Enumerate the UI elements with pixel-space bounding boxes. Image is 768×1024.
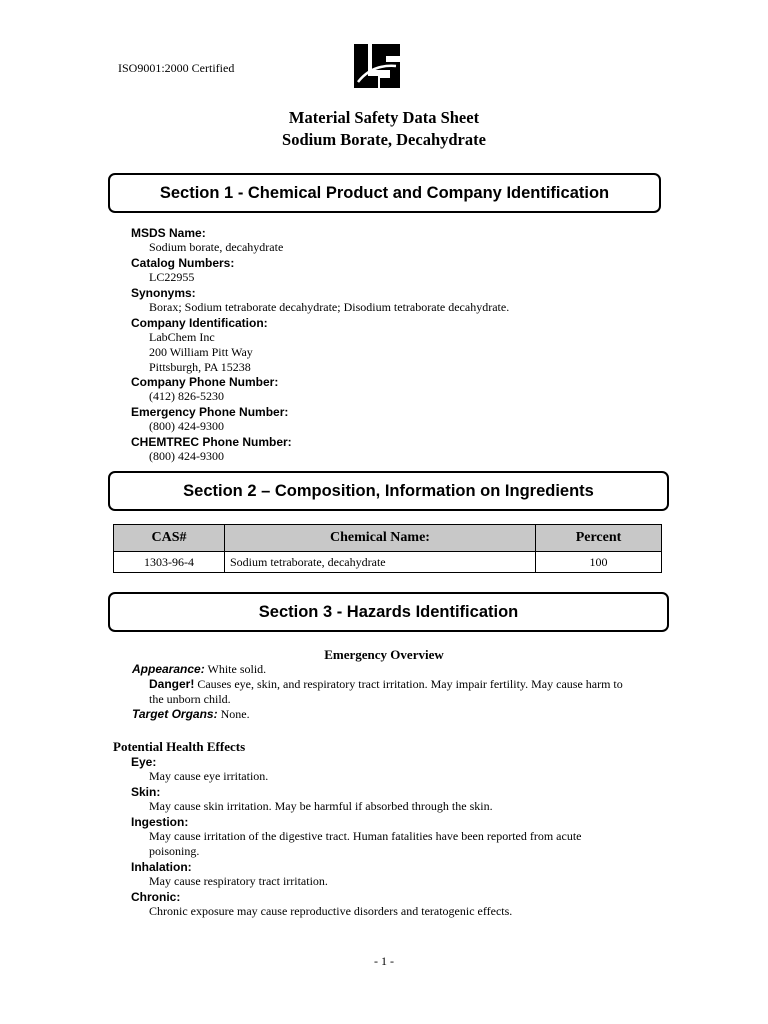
inhalation-label: Inhalation: xyxy=(131,860,192,874)
skin-label: Skin: xyxy=(131,785,161,799)
synonyms-label: Synonyms: xyxy=(131,286,196,300)
company-id-label: Company Identification: xyxy=(131,316,268,330)
column-header-percent: Percent xyxy=(536,525,662,552)
chronic-label: Chronic: xyxy=(131,890,181,904)
danger-label: Danger! xyxy=(149,677,195,691)
eye-label: Eye: xyxy=(131,755,157,769)
catalog-value: LC22955 xyxy=(149,270,195,284)
cas-cell: 1303-96-4 xyxy=(114,552,225,573)
chronic-value: Chronic exposure may cause reproductive disorders and teratogenic effects. xyxy=(149,904,513,918)
company-logo xyxy=(352,42,402,92)
target-organs-value: None. xyxy=(220,707,250,721)
document-title: Material Safety Data Sheet xyxy=(288,108,480,127)
chemtrec-phone-value: (800) 424-9300 xyxy=(149,449,224,463)
company-address-line1: 200 William Pitt Way xyxy=(149,345,253,359)
inhalation-value: May cause respiratory tract irritation. xyxy=(149,874,328,888)
synonyms-value: Borax; Sodium tetraborate decahydrate; Disodium tetraborate decahydrate. xyxy=(149,300,510,314)
composition-table-header xyxy=(114,525,662,552)
msds-name-label: MSDS Name: xyxy=(131,226,206,240)
msds-name-value: Sodium borate, decahydrate xyxy=(149,240,284,254)
appearance-line xyxy=(132,662,266,677)
appearance-label: Appearance: xyxy=(132,662,205,676)
page-number: - 1 - xyxy=(374,954,394,968)
chemtrec-phone-label: CHEMTREC Phone Number: xyxy=(131,435,292,449)
danger-text: Causes eye, skin, and respiratory tract irritation. May impair fertility. May cause harm to xyxy=(197,677,623,691)
ingestion-label: Ingestion: xyxy=(131,815,189,829)
potential-health-effects-heading: Potential Health Effects xyxy=(113,739,246,754)
iso-certification: ISO9001:2000 Certified xyxy=(118,61,235,75)
document-subtitle: Sodium Borate, Decahydrate xyxy=(282,130,486,149)
ingestion-value-cont: poisoning. xyxy=(149,844,200,858)
danger-line xyxy=(149,677,623,692)
emergency-phone-value: (800) 424-9300 xyxy=(149,419,224,433)
target-organs-line xyxy=(132,707,250,722)
company-phone-label: Company Phone Number: xyxy=(131,375,279,389)
skin-value: May cause skin irritation. May be harmful if absorbed through the skin. xyxy=(149,799,493,813)
column-header-cas: CAS# xyxy=(114,525,225,552)
section-3-heading: Section 3 - Hazards Identification xyxy=(108,592,669,632)
target-organs-label: Target Organs: xyxy=(132,707,218,721)
chemical-name-cell: Sodium tetraborate, decahydrate xyxy=(225,552,536,573)
column-header-chemical-name: Chemical Name: xyxy=(225,525,536,552)
company-address-line2: Pittsburgh, PA 15238 xyxy=(149,360,251,374)
section-2-heading: Section 2 – Composition, Information on Ingredients xyxy=(108,471,669,511)
danger-text-cont: the unborn child. xyxy=(149,692,231,706)
company-phone-value: (412) 826-5230 xyxy=(149,389,224,403)
composition-table xyxy=(113,524,662,573)
catalog-label: Catalog Numbers: xyxy=(131,256,235,270)
emergency-overview-heading: Emergency Overview xyxy=(324,647,444,662)
section-1-heading: Section 1 - Chemical Product and Company Identification xyxy=(108,173,661,213)
company-name: LabChem Inc xyxy=(149,330,215,344)
table-row xyxy=(114,552,662,573)
ingestion-value: May cause irritation of the digestive tract. Human fatalities have been reported from acute xyxy=(149,829,582,843)
eye-value: May cause eye irritation. xyxy=(149,769,269,783)
percent-cell: 100 xyxy=(536,552,662,573)
appearance-value: White solid. xyxy=(207,662,267,676)
emergency-phone-label: Emergency Phone Number: xyxy=(131,405,289,419)
